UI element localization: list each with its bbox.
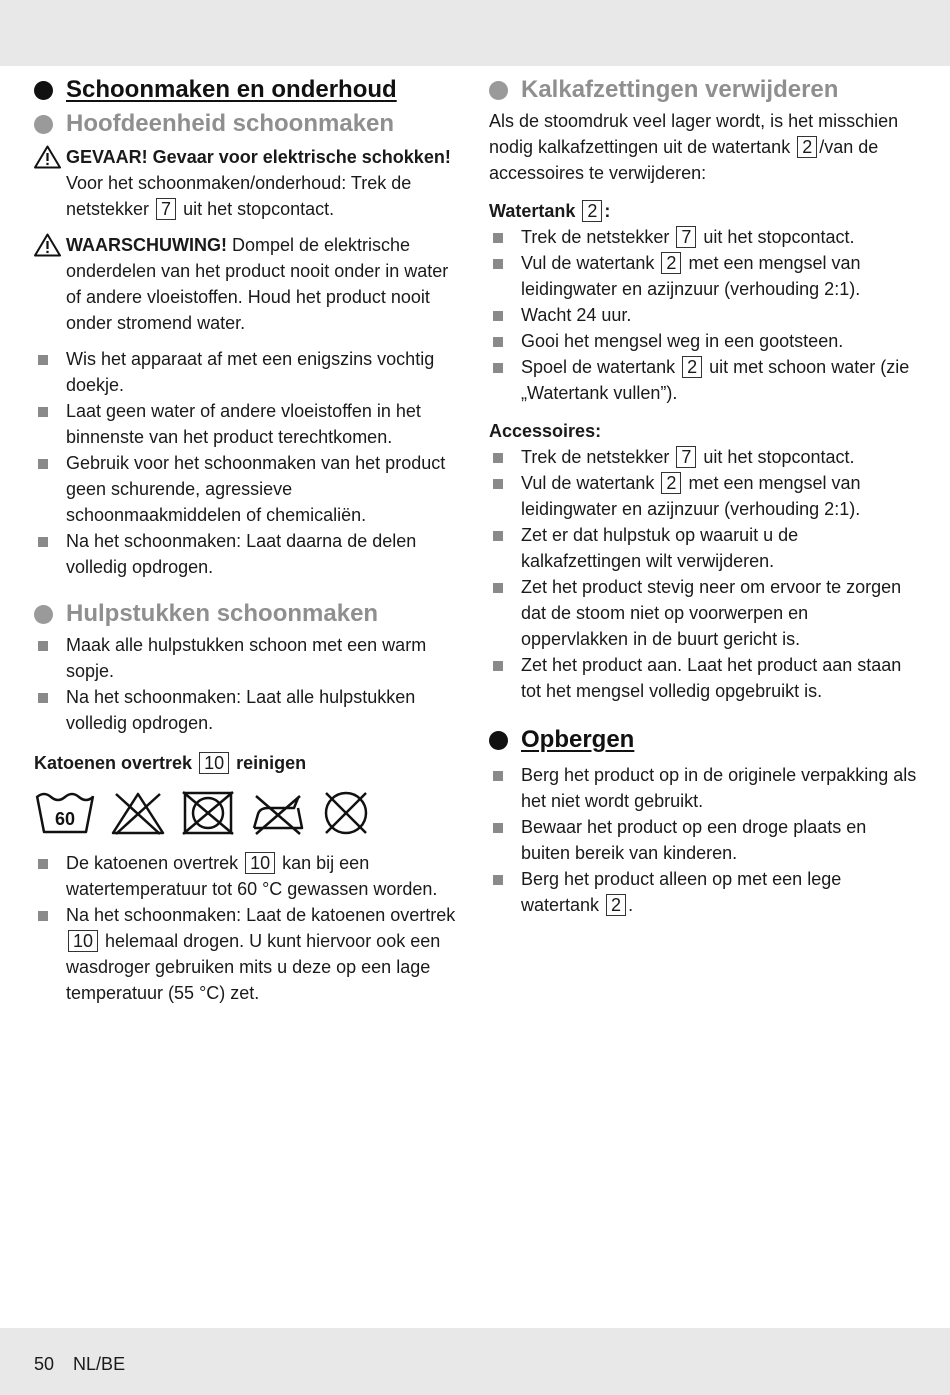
list-item: Bewaar het product op een droge plaats en buiten bereik van kinderen. [489,814,917,866]
ref-badge: 7 [676,226,696,248]
danger-label: GEVAAR! Gevaar voor elektrische schokken! [66,147,451,167]
danger-notice: GEVAAR! Gevaar voor elektrische schokken! Voor het schoonmaken/onderhoud: Trek de netstekker 7 uit het stopcontact. [34,144,464,222]
accessories-cleaning-list [34,632,464,736]
list-item: Na het schoonmaken: Laat de katoenen overtrek 10 helemaal drogen. U kunt hiervoor ook een wasdroger gebruiken mits u deze op een lage temperatuur (55 °C) zet. [34,902,464,1006]
no-tumble-dry-icon [180,790,236,836]
heading-storage: Opbergen [489,724,917,756]
ref-badge: 10 [68,930,98,952]
list-item: Na het schoonmaken: Laat alle hulpstukken volledig opdrogen. [34,684,464,736]
water-tank-heading: Watertank 2 : [489,201,611,221]
descaling-intro: Als de stoomdruk veel lager wordt, is het misschien nodig kalkafzettingen uit de watertank 2 /van de accessoires te verwijderen: [489,111,899,183]
warning-triangle-icon [34,232,66,336]
ref-badge: 2 [606,894,626,916]
heading-cleaning-maintenance: Schoonmaken en onderhoud [34,74,464,106]
footer-band [0,1328,950,1395]
accessories-list [489,444,917,704]
left-column [34,74,464,1018]
ref-badge: 7 [156,198,176,220]
ref-badge: 10 [199,752,229,774]
bullet-dot-icon [489,731,508,750]
wash-60-icon [34,790,96,836]
locale-label: NL/BE [73,1354,126,1374]
cotton-cover-list [34,850,464,1006]
water-tank-list [489,224,917,406]
storage-list [489,762,917,918]
list-item: Maak alle hulpstukken schoon met een warm sopje. [34,632,464,684]
list-item: Vul de watertank 2 met een mengsel van leidingwater en azijnzuur (verhouding 2:1). [489,470,917,522]
list-item: Berg het product alleen op met een lege watertank 2 . [489,866,917,918]
heading-accessories-cleaning: Hulpstukken schoonmaken [34,598,464,630]
header-band [0,0,950,66]
ref-badge: 2 [682,356,702,378]
ref-badge: 2 [661,252,681,274]
page-footer [34,1354,139,1375]
list-item: Wis het apparaat af met een enigszins vochtig doekje. [34,346,464,398]
accessories-heading: Accessoires: [489,421,602,441]
list-item: Berg het product op in de originele verpakking als het niet wordt gebruikt. [489,762,917,814]
list-item: Wacht 24 uur. [489,302,917,328]
ref-badge: 2 [582,200,602,222]
warning-notice: WAARSCHUWING! Dompel de elektrische onderdelen van het product nooit onder in water of andere vloeistoffen. Houd het product nooit onder stromend water. [34,232,464,336]
care-symbols [34,790,464,836]
no-dry-clean-icon [320,790,372,836]
bullet-dot-icon [34,115,53,134]
main-unit-cleaning-list [34,346,464,580]
bullet-dot-icon [34,605,53,624]
no-iron-icon [250,790,306,836]
ref-badge: 2 [661,472,681,494]
list-item: Zet het product aan. Laat het product aan staan tot het mengsel volledig opgebruikt is. [489,652,917,704]
ref-badge: 10 [245,852,275,874]
right-column [489,74,917,930]
ref-badge: 7 [676,446,696,468]
bullet-dot-icon [34,81,53,100]
warning-triangle-icon [34,144,66,222]
list-item: Gooi het mengsel weg in een gootsteen. [489,328,917,354]
list-item: Zet er dat hulpstuk op waaruit u de kalkafzettingen wilt verwijderen. [489,522,917,574]
list-item: Vul de watertank 2 met een mengsel van leidingwater en azijnzuur (verhouding 2:1). [489,250,917,302]
list-item: De katoenen overtrek 10 kan bij een watertemperatuur tot 60 °C gewassen worden. [34,850,464,902]
list-item: Gebruik voor het schoonmaken van het product geen schurende, agressieve schoonmaakmiddelen of chemicaliën. [34,450,464,528]
list-item: Zet het product stevig neer om ervoor te zorgen dat de stoom niet op voorwerpen en oppervlakken in de buurt gericht is. [489,574,917,652]
page-number: 50 [34,1354,55,1374]
cotton-cover-heading: Katoenen overtrek 10 reinigen [34,753,307,773]
list-item: Spoel de watertank 2 uit met schoon water (zie „Watertank vullen”). [489,354,917,406]
list-item: Trek de netstekker 7 uit het stopcontact. [489,224,917,250]
wash-temperature: 60 [54,809,76,829]
bullet-dot-icon [489,81,508,100]
heading-descaling: Kalkafzettingen verwijderen [489,74,917,106]
heading-main-unit-cleaning: Hoofdeenheid schoonmaken [34,108,464,140]
ref-badge: 2 [797,136,817,158]
list-item: Laat geen water of andere vloeistoffen in het binnenste van het product terechtkomen. [34,398,464,450]
no-bleach-icon [110,790,166,836]
list-item: Na het schoonmaken: Laat daarna de delen volledig opdrogen. [34,528,464,580]
warning-label: WAARSCHUWING! [66,235,227,255]
list-item: Trek de netstekker 7 uit het stopcontact. [489,444,917,470]
